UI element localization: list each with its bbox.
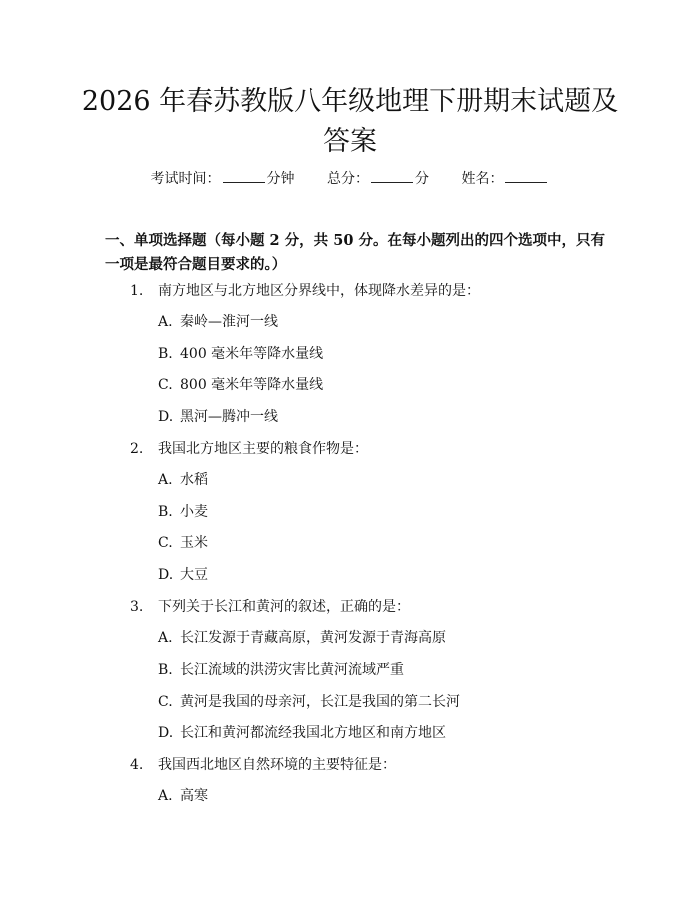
option-letter: A. [158, 314, 173, 330]
exam-time-label: 考试时间： [150, 171, 221, 187]
option-letter: B. [158, 504, 173, 520]
option-letter: A. [158, 472, 173, 488]
question-number: 3. [130, 599, 144, 615]
student-name-label: 姓名： [461, 171, 504, 187]
option-text: 400 毫米年等降水量线 [180, 346, 324, 362]
question-text: 我国西北地区自然环境的主要特征是： [158, 757, 396, 773]
option-letter: A. [158, 788, 173, 804]
question-number: 4. [130, 757, 144, 773]
student-name-blank [505, 168, 547, 183]
option-text: 高寒 [180, 788, 208, 804]
question-text: 下列关于长江和黄河的叙述，正确的是： [158, 599, 410, 615]
exam-info-line [0, 168, 700, 189]
total-score-label: 总分： [327, 171, 369, 187]
option-letter: C. [158, 694, 173, 710]
exam-time-unit: 分钟 [266, 171, 295, 187]
option-letter: A. [158, 630, 173, 646]
option-text: 长江流域的洪涝灾害比黄河流域严重 [180, 662, 404, 678]
option-letter: D. [158, 409, 174, 425]
option-text: 玉米 [180, 535, 208, 551]
option-text: 800 毫米年等降水量线 [180, 377, 324, 393]
option-item [158, 470, 208, 490]
option-text: 小麦 [180, 504, 208, 520]
exam-time-blank [223, 168, 265, 183]
option-letter: B. [158, 346, 173, 362]
question-number: 2. [130, 441, 144, 457]
option-item [158, 375, 323, 395]
option-item [158, 660, 404, 680]
total-score-blank [371, 168, 413, 183]
option-text: 黄河是我国的母亲河，长江是我国的第二长河 [180, 694, 460, 710]
option-letter: D. [158, 567, 174, 583]
option-item [158, 565, 208, 585]
option-item [158, 723, 446, 743]
exam-time-field [151, 171, 295, 187]
option-item [158, 628, 446, 648]
option-item [158, 786, 208, 806]
option-letter: C. [158, 377, 173, 393]
option-item [158, 533, 208, 553]
option-letter: B. [158, 662, 173, 678]
total-score-field [327, 171, 429, 187]
section-heading: 一、单项选择题（每小题 2 分，共 50 分。在每小题列出的四个选项中，只有一项是最符合题目要求的。） [105, 232, 605, 273]
option-text: 水稻 [180, 472, 208, 488]
total-score-unit: 分 [415, 171, 429, 187]
question-item [130, 597, 410, 617]
option-item [158, 502, 208, 522]
option-letter: D. [158, 725, 174, 741]
option-text: 黑河—腾冲一线 [180, 409, 278, 425]
student-name-field [461, 171, 549, 187]
option-text: 长江和黄河都流经我国北方地区和南方地区 [180, 725, 446, 741]
question-item [130, 439, 368, 459]
option-item [158, 692, 460, 712]
question-text: 南方地区与北方地区分界线中，体现降水差异的是： [158, 283, 480, 299]
question-text: 我国北方地区主要的粮食作物是： [158, 441, 368, 457]
option-text: 大豆 [180, 567, 208, 583]
option-item [158, 312, 278, 332]
exam-title: 2026 年春苏教版八年级地理下册期末试题及答案 [81, 86, 619, 157]
option-letter: C. [158, 535, 173, 551]
option-text: 秦岭—淮河一线 [180, 314, 278, 330]
question-number: 1. [130, 283, 144, 299]
option-text: 长江发源于青藏高原，黄河发源于青海高原 [180, 630, 446, 646]
question-item [130, 281, 480, 301]
question-item [130, 755, 396, 775]
option-item [158, 344, 323, 364]
option-item [158, 407, 278, 427]
